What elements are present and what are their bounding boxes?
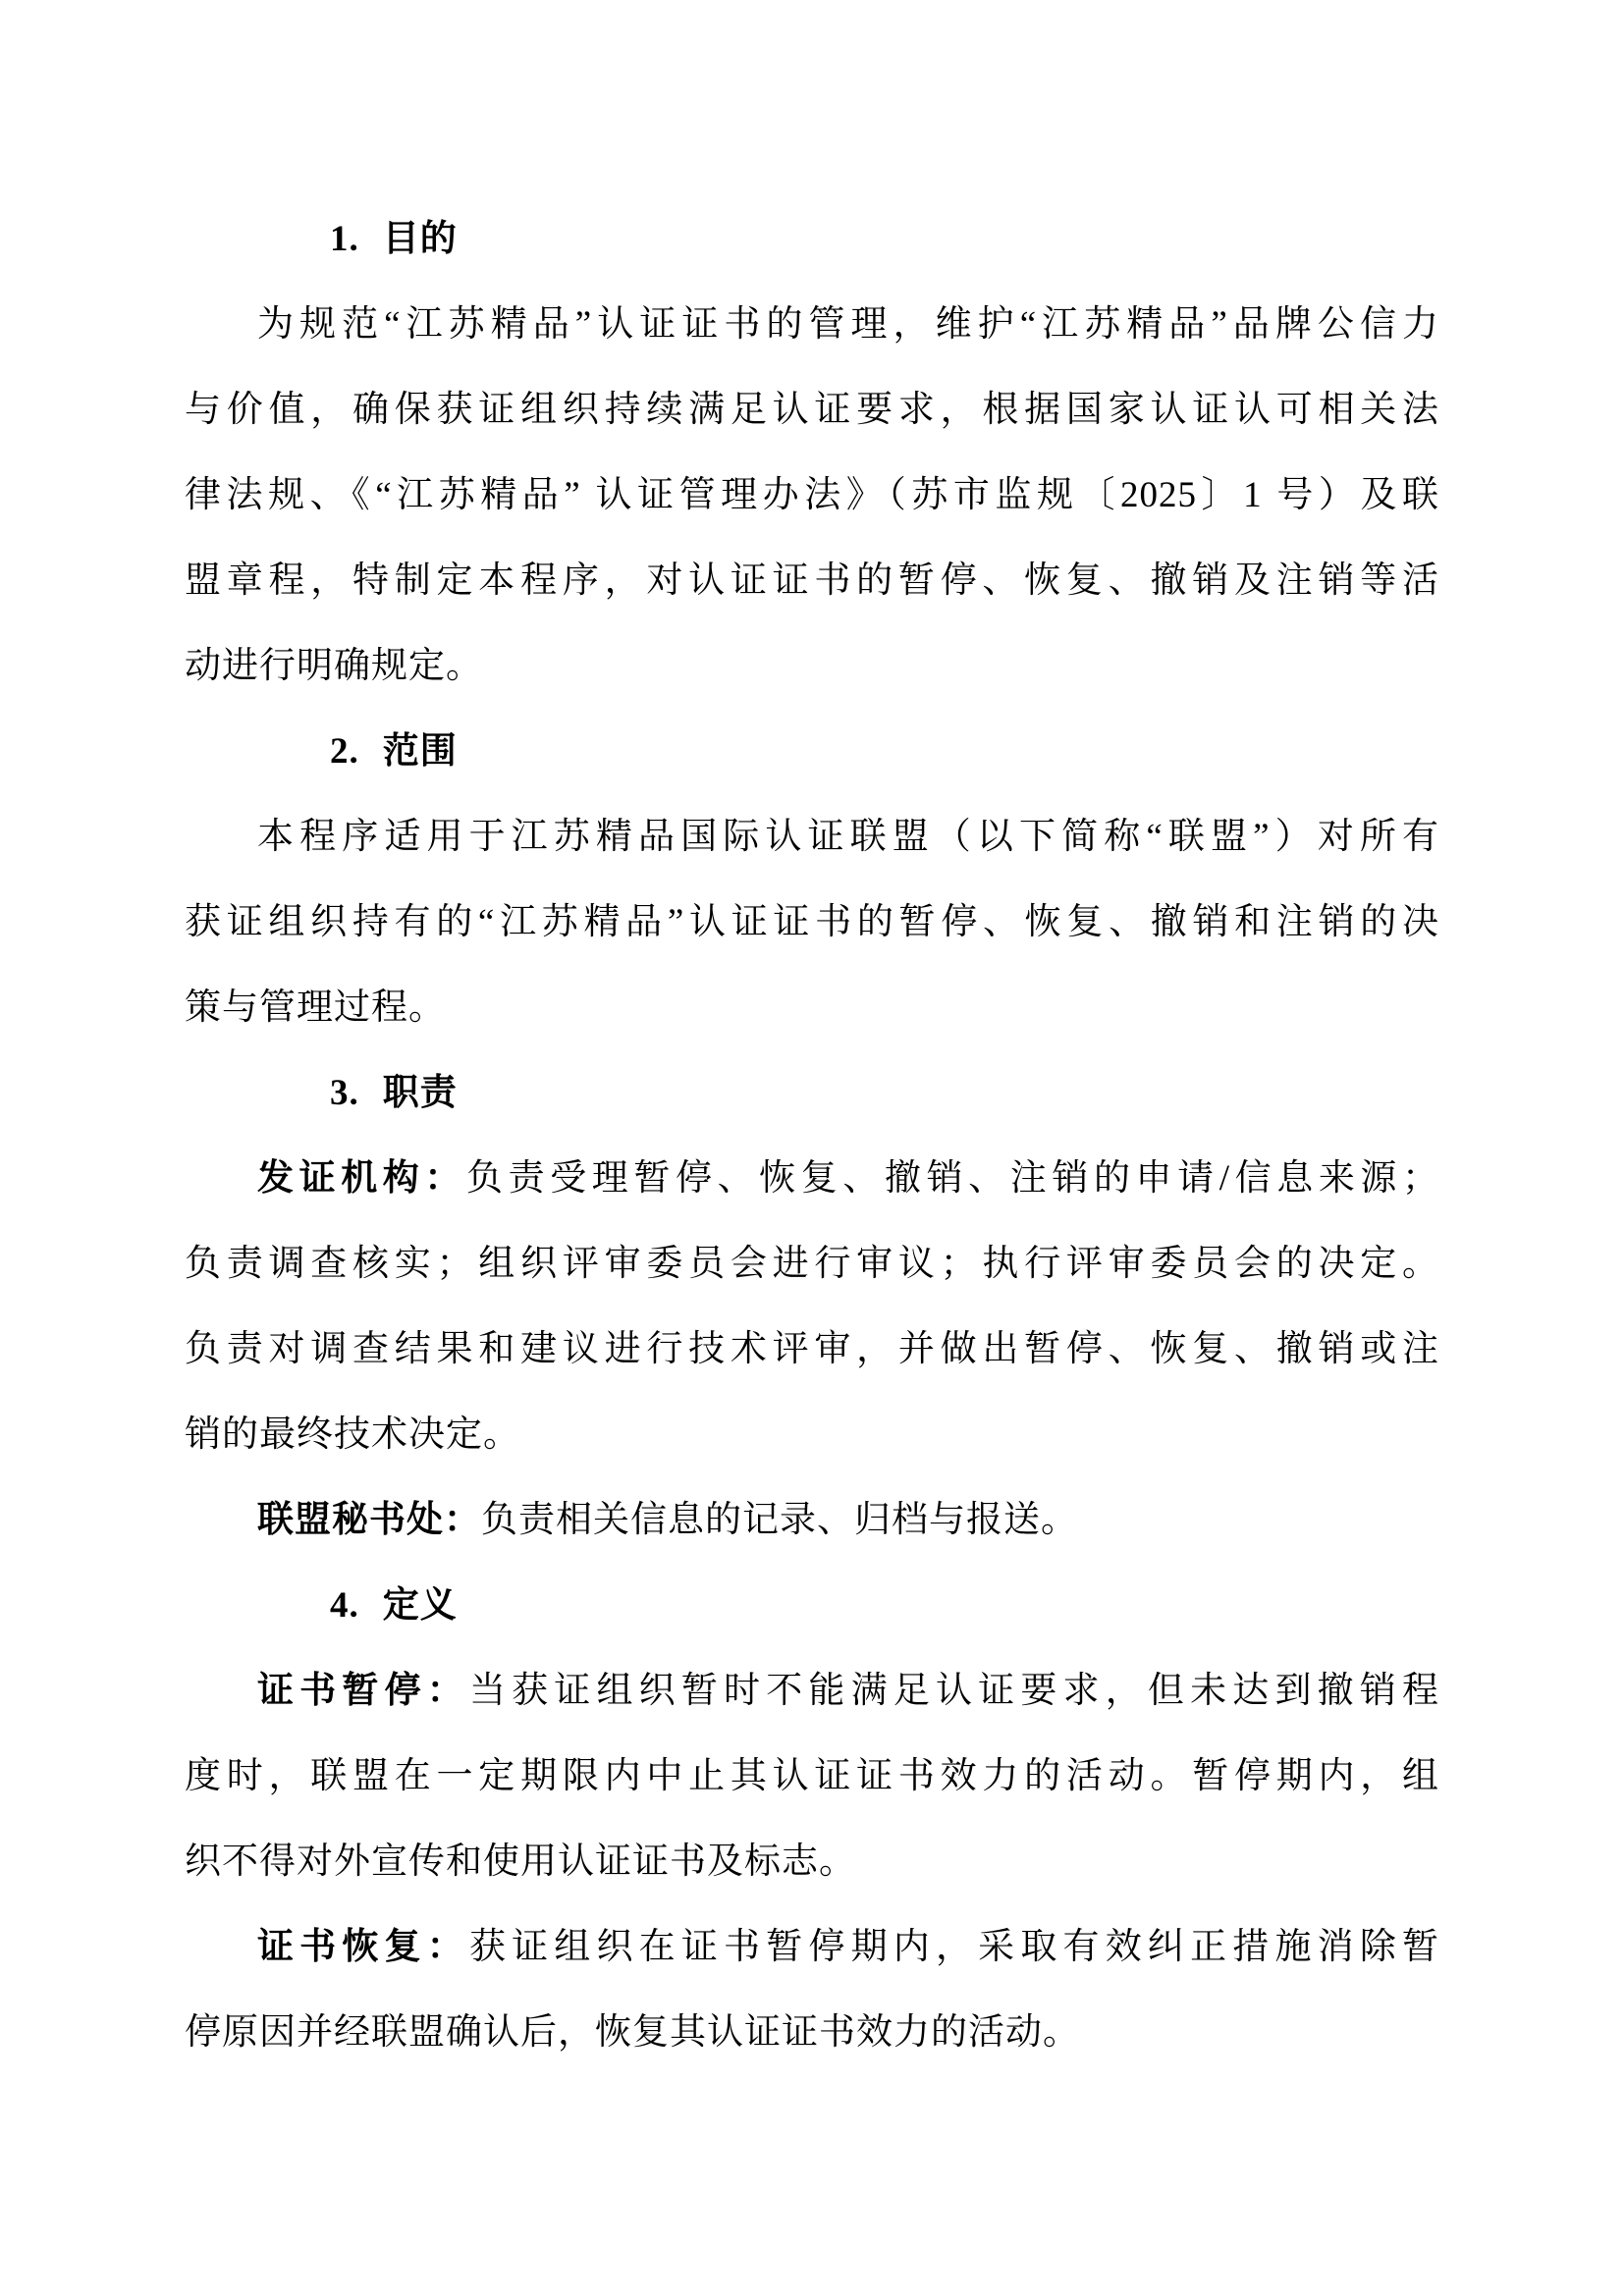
bold-term: 发证机构： [257, 1158, 466, 1199]
section-heading [185, 709, 1439, 794]
text-line: 负责对调查结果和建议进行技术评审，并做出暂停、恢复、撤销或注 [185, 1329, 1439, 1369]
section-title: 目的 [382, 219, 458, 259]
text-line: 本程序适用于江苏精品国际认证联盟（以下简称“联盟”）对所有 [257, 817, 1439, 857]
section-number: 2. [330, 731, 359, 772]
text-line: 联盟秘书处：负责相关信息的记录、归档与报送。 [257, 1500, 1078, 1540]
text-line: 销的最终技术决定。 [185, 1415, 520, 1455]
section-heading [185, 1563, 1439, 1648]
section-heading [185, 196, 1439, 282]
text-line: 发证机构：负责受理暂停、恢复、撤销、注销的申请/信息来源； [257, 1158, 1439, 1199]
bold-term: 联盟秘书处： [257, 1500, 481, 1540]
document-body [185, 196, 1439, 2075]
bold-term: 证书恢复： [257, 1927, 469, 1967]
text-line: 停原因并经联盟确认后，恢复其认证证书效力的活动。 [185, 2012, 1080, 2053]
section-title: 范围 [382, 731, 458, 772]
text-line: 度时，联盟在一定期限内中止其认证证书效力的活动。暂停期内，组 [185, 1756, 1439, 1796]
section-number: 4. [330, 1585, 359, 1626]
text-line: 为规范“江苏精品”认证证书的管理，维护“江苏精品”品牌公信力 [257, 304, 1439, 345]
text-line: 律法规、《“江苏精品” 认证管理办法》（苏市监规〔2025〕1 号）及联 [185, 475, 1439, 515]
text-line: 动进行明确规定。 [185, 646, 483, 686]
bold-term: 证书暂停： [257, 1671, 469, 1711]
text-line: 获证组织持有的“江苏精品”认证证书的暂停、恢复、撤销和注销的决 [185, 902, 1439, 942]
text-line: 策与管理过程。 [185, 988, 446, 1028]
text-line: 与价值，确保获证组织持续满足认证要求，根据国家认证认可相关法 [185, 390, 1439, 430]
text-line: 织不得对外宣传和使用认证证书及标志。 [185, 1842, 856, 1882]
text-line: 证书暂停：当获证组织暂时不能满足认证要求，但未达到撤销程 [257, 1671, 1439, 1711]
section-title: 定义 [382, 1585, 458, 1626]
text-line: 负责调查核实；组织评审委员会进行审议；执行评审委员会的决定。 [185, 1244, 1439, 1284]
text-line: 盟章程，特制定本程序，对认证证书的暂停、恢复、撤销及注销等活 [185, 561, 1439, 601]
text-line: 证书恢复：获证组织在证书暂停期内，采取有效纠正措施消除暂 [257, 1927, 1439, 1967]
section-title: 职责 [382, 1073, 458, 1113]
section-number: 3. [330, 1073, 359, 1113]
section-number: 1. [330, 219, 359, 259]
section-heading [185, 1050, 1439, 1136]
